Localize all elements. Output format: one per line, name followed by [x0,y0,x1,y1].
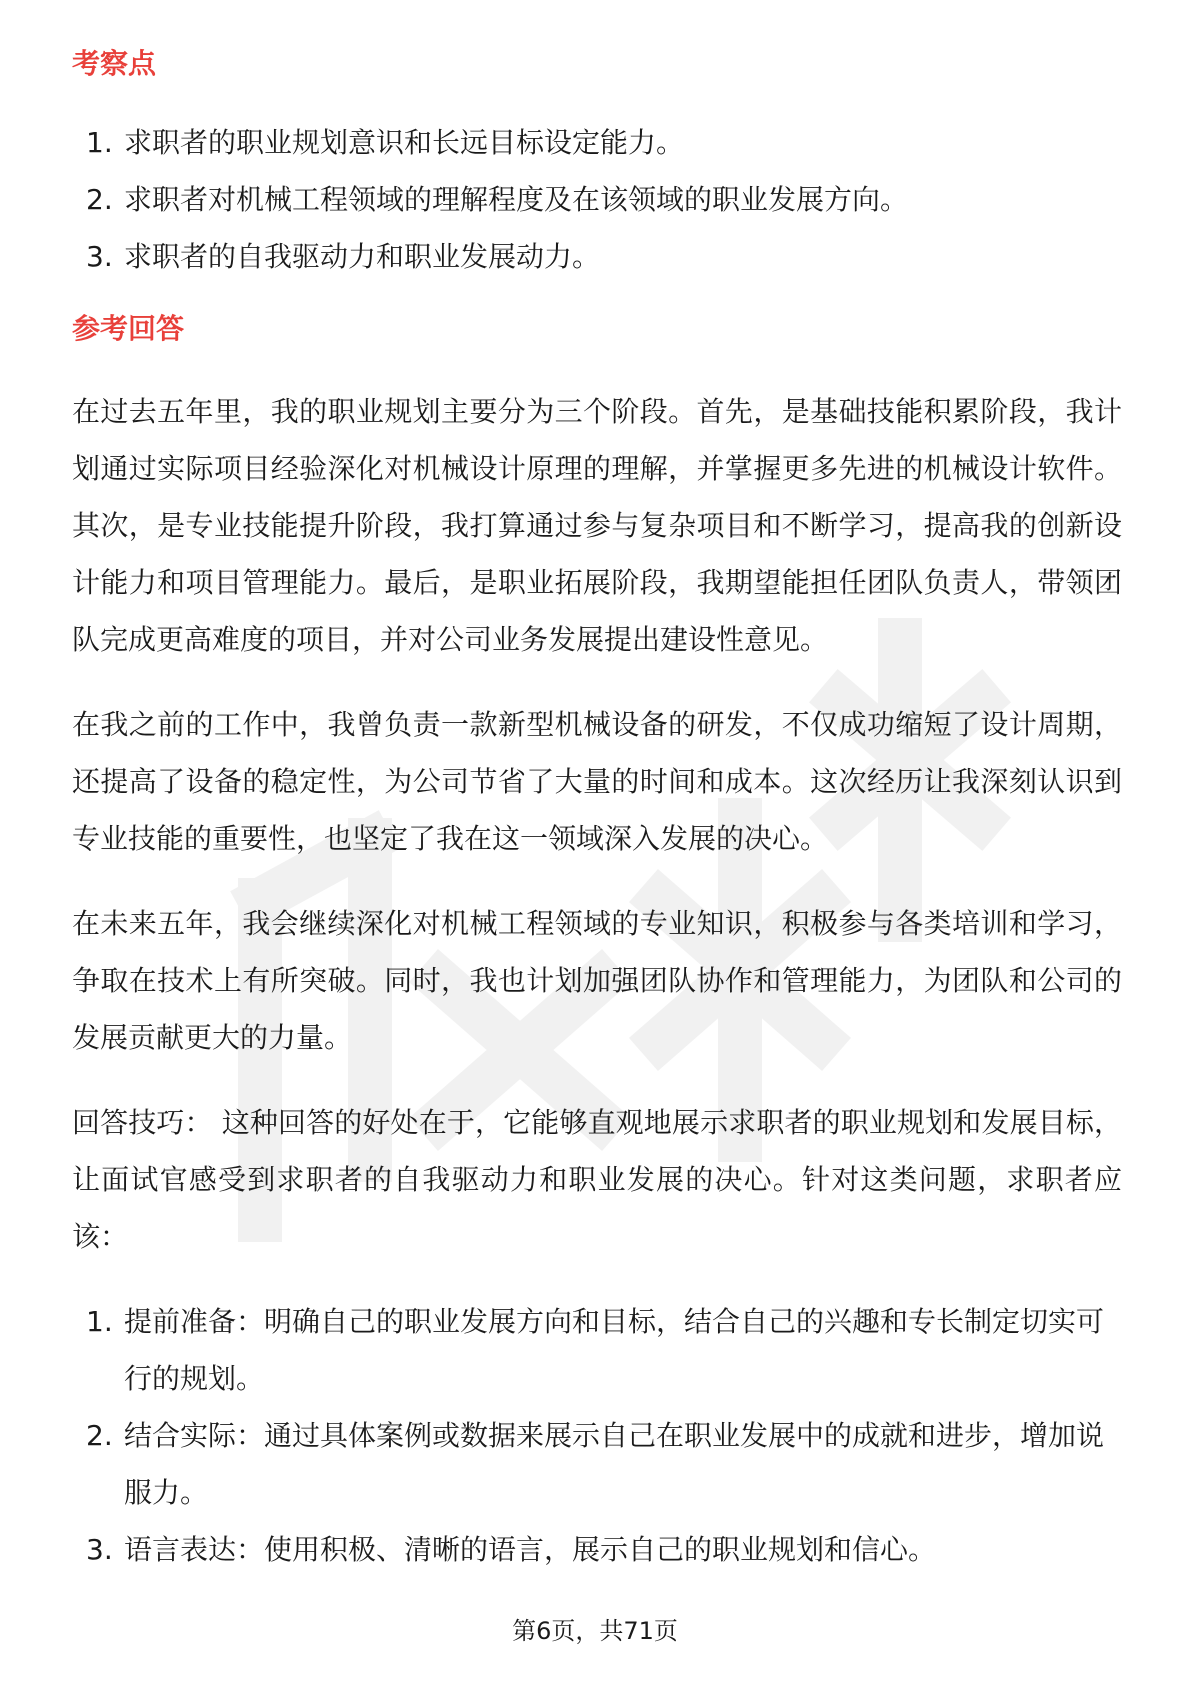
answer-paragraph: 在过去五年里，我的职业规划主要分为三个阶段。首先，是基础技能积累阶段，我计划通过实际项目经验深化对机械设计原理的理解，并掌握更多先进的机械设计软件。其次，是专业技能提升阶段，我打算通过参与复杂项目和不断学习，提高我的创新设计能力和项目管理能力。最后，是职业拓展阶段，我期望能担任团队负责人，带领团队完成更高难度的项目，并对公司业务发展提出建设性意见。 [72,395,1122,656]
list-item [72,1521,1122,1578]
list-item [72,228,1122,285]
list-item-number: 3. [86,1533,113,1566]
list-item-text: 结合实际：通过具体案例或数据来展示自己在职业发展中的成就和进步，增加说服力。 [124,1419,1105,1509]
list-item-number: 3. [86,240,113,273]
list-item-text: 求职者的自我驱动力和职业发展动力。 [124,240,601,273]
list-item-number: 1. [86,126,113,159]
list-item-number: 1. [86,1305,113,1338]
list-item-text: 提前准备：明确自己的职业发展方向和目标，结合自己的兴趣和专长制定切实可行的规划。 [124,1305,1105,1395]
list-item [72,1293,1122,1407]
key-points-heading: 考察点 [72,47,157,80]
list-item [72,1407,1122,1521]
page-number-footer: 第6页，共71页 [512,1617,678,1645]
answer-paragraph: 在未来五年，我会继续深化对机械工程领域的专业知识，积极参与各类培训和学习，争取在技术上有所突破。同时，我也计划加强团队协作和管理能力，为团队和公司的发展贡献更大的力量。 [72,907,1122,1054]
list-item [72,171,1122,228]
list-item-text: 求职者对机械工程领域的理解程度及在该领域的职业发展方向。 [124,183,909,216]
list-item-text: 语言表达：使用积极、清晰的语言，展示自己的职业规划和信心。 [124,1533,937,1566]
list-item-number: 2. [86,183,113,216]
document-page [72,44,1122,1578]
list-item [72,114,1122,171]
answer-paragraph: 在我之前的工作中，我曾负责一款新型机械设备的研发，不仅成功缩短了设计周期，还提高了设备的稳定性，为公司节省了大量的时间和成本。这次经历让我深刻认识到专业技能的重要性，也坚定了我在这一领域深入发展的决心。 [72,708,1122,855]
tips-list [72,1293,1122,1578]
list-item-text: 求职者的职业规划意识和长远目标设定能力。 [124,126,685,159]
answer-heading: 参考回答 [72,312,185,345]
answer-tips-intro: 回答技巧： 这种回答的好处在于，它能够直观地展示求职者的职业规划和发展目标，让面试官感受到求职者的自我驱动力和职业发展的决心。针对这类问题，求职者应该： [72,1106,1122,1253]
key-points-list [72,114,1122,285]
list-item-number: 2. [86,1419,113,1452]
